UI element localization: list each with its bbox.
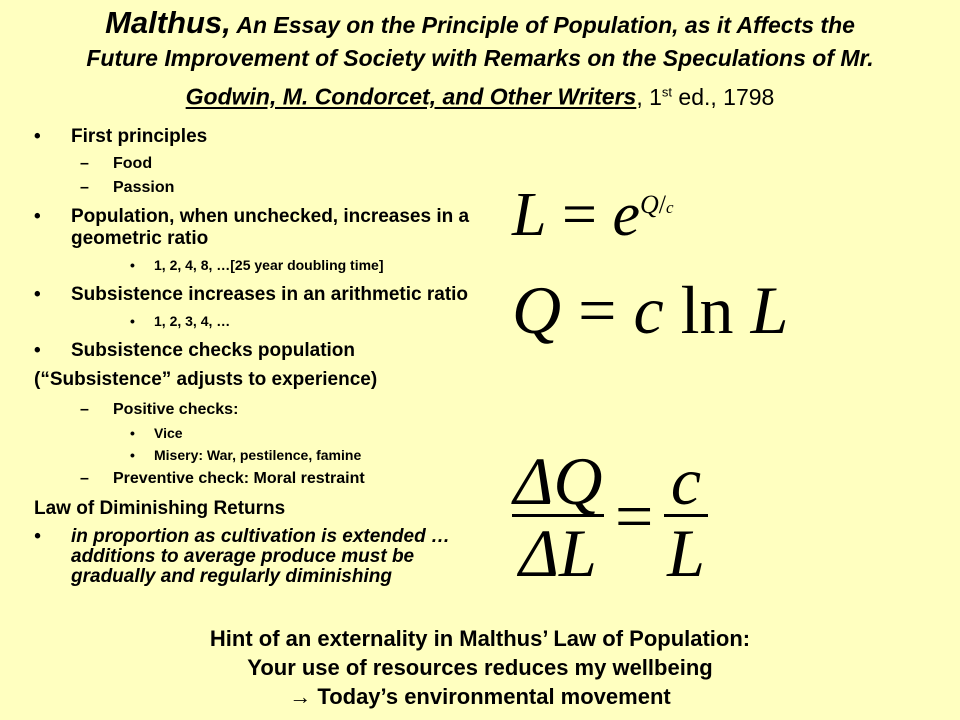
eq3-right-fraction: [664, 443, 708, 591]
eq3-left-numerator: ΔQ: [513, 443, 603, 519]
bullet-marker: •: [130, 257, 135, 273]
bullet-text: Positive checks:: [113, 401, 239, 418]
bullet-marker: •: [130, 425, 135, 441]
edition-superscript: st: [661, 84, 673, 99]
eq1-exp-num: Q: [639, 190, 659, 219]
title-comma: ,: [222, 5, 231, 40]
bullet-text: First principles: [71, 126, 208, 147]
bullet-text: 1, 2, 4, 8, …[25 year doubling time]: [154, 257, 384, 273]
edition-prefix: , 1: [636, 83, 662, 110]
eq3-left-denominator: ΔL: [519, 515, 597, 591]
bullet-text: Vice: [154, 425, 183, 441]
title-line-2: Future Improvement of Society with Remarks on the Speculations of Mr.: [86, 45, 874, 71]
title-line-3: [0, 75, 960, 114]
title-text-1: An Essay on the Principle of Population, as it Affects the: [236, 12, 855, 38]
dash-marker: –: [80, 155, 89, 172]
hint-box: [0, 624, 960, 711]
bullet-marker: •: [130, 313, 135, 329]
bullet-text: Population, when unchecked, increases in a geometric ratio: [71, 206, 470, 249]
subsistence-adjusts-line: (“Subsistence” adjusts to experience): [34, 369, 378, 390]
bullet-marker: •: [34, 206, 41, 227]
eq3-right-numerator: c: [670, 443, 702, 519]
bullet-marker: •: [34, 340, 41, 361]
arrow-right-icon: →: [289, 684, 312, 709]
bullet-text: Passion: [113, 179, 175, 196]
dash-marker: –: [80, 470, 89, 487]
eq2-lhs: Q: [512, 272, 562, 348]
sub-bullet-geometric-series: [34, 256, 494, 274]
equation-log: [512, 272, 789, 348]
bullet-population: [34, 206, 494, 250]
sub-bullet-preventive-check: [34, 469, 494, 489]
eq2-arg: L: [750, 272, 789, 348]
hint-line-2: Your use of resources reduces my wellbeing: [247, 655, 713, 680]
bullet-marker: •: [34, 284, 41, 305]
eq2-ln: ln: [680, 272, 734, 348]
eq1-exp-den: c: [666, 198, 674, 217]
bullet-text: Subsistence increases in an arithmetic ratio: [71, 284, 469, 305]
eq3-right-denominator: L: [667, 515, 705, 591]
eq3-left-fraction: [512, 443, 604, 591]
eq3-equals: =: [615, 478, 654, 554]
bullet-text: 1, 2, 3, 4, …: [154, 313, 231, 329]
bullet-list: [34, 126, 494, 622]
bullet-text: Subsistence checks population: [71, 340, 356, 361]
eq1-lhs: L: [512, 181, 547, 249]
edition-suffix: ed., 1798: [672, 83, 775, 110]
bullet-text: in proportion as cultivation is extended … additions to average produce must be gradually and regularly diminishing: [71, 526, 450, 587]
dash-marker: –: [80, 401, 89, 418]
title-line-1: [0, 6, 960, 42]
equation-exponential: [512, 181, 674, 261]
eq1-exp-slash: /: [658, 190, 666, 219]
hint-line-3-text: Today’s environmental movement: [311, 684, 671, 709]
hint-line-3: [0, 682, 960, 711]
bullet-text: Misery: War, pestilence, famine: [154, 447, 362, 463]
bullet-text: Preventive check: Moral restraint: [113, 470, 365, 487]
hint-line-1: Hint of an externality in Malthus’ Law of Population:: [209, 626, 751, 651]
eq1-equals: =: [561, 181, 597, 249]
title-author: Malthus: [105, 5, 223, 40]
bullet-marker: •: [34, 126, 41, 147]
eq1-exponent: [640, 190, 674, 219]
law-heading: Law of Diminishing Returns: [34, 498, 286, 519]
sub-bullet-positive-checks: [34, 400, 494, 420]
bullet-law-quote: [34, 527, 494, 587]
sub-sub-bullet-misery: [34, 446, 494, 464]
eq2-coef: c: [633, 272, 664, 348]
sub-bullet-food: [34, 154, 494, 174]
bullet-subsistence-checks: [34, 340, 494, 362]
slide-title: [0, 6, 960, 114]
eq1-base: e: [612, 181, 640, 249]
bullet-marker: •: [34, 526, 41, 547]
title-edition: [636, 84, 774, 110]
bullet-first-principles: [34, 126, 494, 148]
sub-bullet-passion: [34, 178, 494, 198]
equation-marginal: [512, 443, 752, 598]
eq2-equals: =: [578, 272, 617, 348]
sub-bullet-arithmetic-series: [34, 312, 494, 330]
bullet-marker: •: [130, 447, 135, 463]
bullet-text: Food: [113, 155, 153, 172]
bullet-subsistence-increase: [34, 284, 494, 306]
title-underlined-text: Godwin, M. Condorcet, and Other Writers: [185, 83, 637, 110]
dash-marker: –: [80, 179, 89, 196]
sub-sub-bullet-vice: [34, 424, 494, 442]
